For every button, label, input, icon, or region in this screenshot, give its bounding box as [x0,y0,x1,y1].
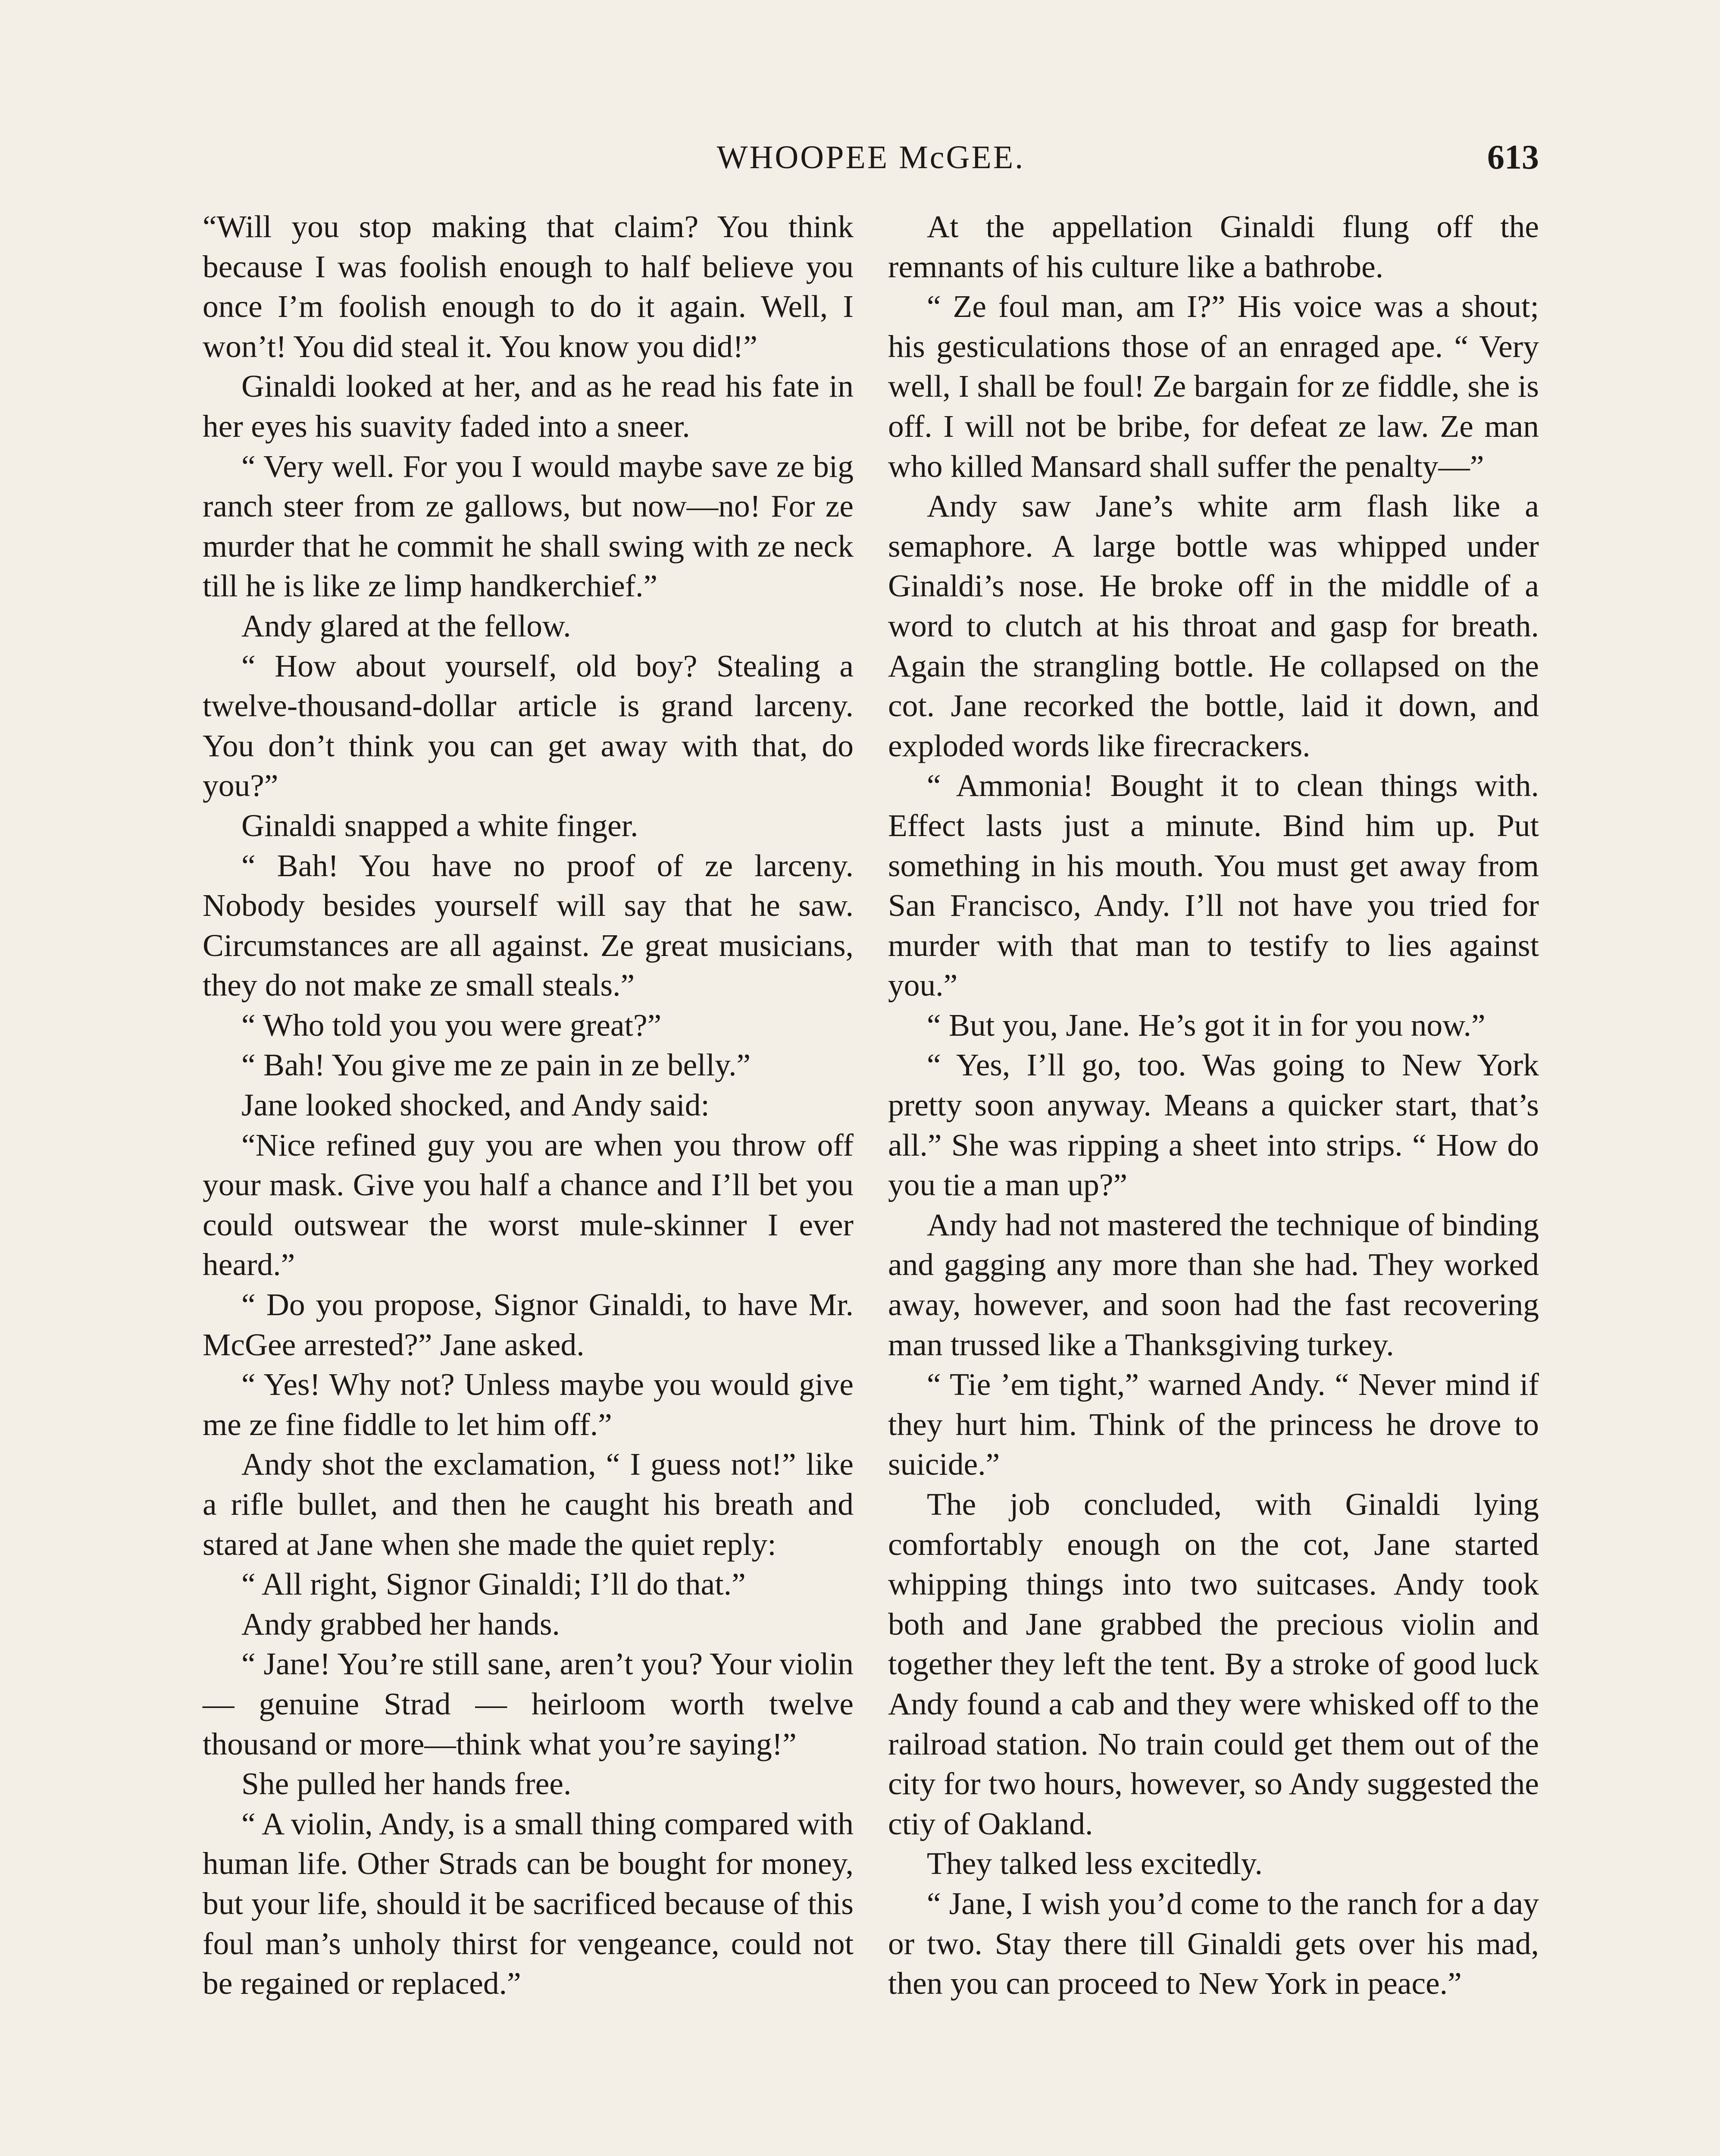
paragraph: The job concluded, with Ginaldi lying comfortably enough on the cot, Jane started whipping things into two suitcases. Andy took both and Jane grabbed the precious violin and together they left the tent. By a stroke of good luck Andy found a cab and they were whisked off to the railroad station. No train could get them out of the city for two hours, however, so Andy suggested the ctiy of Oakland. [888,1487,1539,1841]
paragraph: “ How about yourself, old boy? Stealing a twelve-thousand-dollar article is grand larceny. You don’t think you can get away with that, do you?” [203,648,854,803]
text-columns [203,207,1539,2156]
paragraph: “ Bah! You have no proof of ze larceny. Nobody besides yourself will say that he saw. Circumstances are all against. Ze great musicians, they do not make ze small steals.” [203,848,854,1003]
paragraph: “ Yes! Why not? Unless maybe you would give me ze fine fiddle to let him off.” [203,1367,854,1442]
paragraph: “ Do you propose, Signor Ginaldi, to have Mr. McGee arrested?” Jane asked. [203,1287,854,1362]
paragraph: Andy had not mastered the technique of binding and gagging any more than she had. They worked away, however, and soon had the fast recovering man trussed like a Thanksgiving turkey. [888,1207,1539,1362]
paragraph: Andy shot the exclamation, “ I guess not!” like a rifle bullet, and then he caught his breath and stared at Jane when she made the quiet reply: [203,1447,854,1562]
paragraph: “ Tie ’em tight,” warned Andy. “ Never mind if they hurt him. Think of the princess he drove to suicide.” [888,1367,1539,1482]
right-column [888,207,1539,2156]
paragraph: Andy saw Jane’s white arm flash like a semaphore. A large bottle was whipped under Ginaldi’s nose. He broke off in the middle of a word to clutch at his throat and gasp for breath. Again the strangling bottle. He collapsed on the cot. Jane recorked the bottle, laid it down, and exploded words like firecrackers. [888,489,1539,763]
paragraph: “ Ammonia! Bought it to clean things with. Effect lasts just a minute. Bind him up. Put something in his mouth. You must get away from San Francisco, Andy. I’ll not have you tried for murder with that man to testify to lies against you.” [888,768,1539,1003]
paragraph: “ Jane! You’re still sane, aren’t you? Your violin — genuine Strad — heirloom worth twelve thousand or more—think what you’re saying!” [203,1646,854,1761]
paragraph: “ A violin, Andy, is a small thing compared with human life. Other Strads can be bought for money, but your life, should it be sacrificed because of this foul man’s unholy thirst for vengeance, could not be regained or replaced.” [203,1806,854,2001]
paragraph: “ Yes, I’ll go, too. Was going to New York pretty soon anyway. Means a quicker start, that’s all.” She was ripping a sheet into strips. “ How do you tie a man up?” [888,1047,1539,1203]
paragraph: Andy grabbed her hands. [241,1606,560,1642]
paragraph: Ginaldi snapped a white finger. [241,808,638,843]
left-column [203,207,854,2156]
paragraph: “Nice refined guy you are when you throw off your mask. Give you half a chance and I’ll bet you could outswear the worst mule-skinner I ever heard.” [203,1127,854,1282]
paragraph: “ Who told you you were great?” [241,1007,662,1043]
paragraph: “Will you stop making that claim? You think because I was foolish enough to half believe you once I’m foolish enough to do it again. Well, I won’t! You did steal it. You know you did!” [203,209,854,364]
page-header [203,129,1539,185]
paragraph: “ Bah! You give me ze pain in ze belly.” [241,1047,751,1083]
paragraph: “ All right, Signor Ginaldi; I’ll do that.” [241,1567,746,1602]
paragraph: Ginaldi looked at her, and as he read his fate in her eyes his suavity faded into a sneer. [203,369,854,444]
paragraph: “ But you, Jane. He’s got it in for you now.” [927,1007,1485,1043]
paragraph: “ Jane, I wish you’d come to the ranch for a day or two. Stay there till Ginaldi gets over his mad, then you can proceed to New York in peace.” [888,1886,1539,2001]
paragraph: She pulled her hands free. [241,1766,572,1802]
page-number: 613 [1487,138,1539,176]
paragraph: They talked less excitedly. [927,1846,1263,1881]
paragraph: “ Ze foul man, am I?” His voice was a shout; his gesticulations those of an enraged ape. “ Very well, I shall be foul! Ze bargain for ze fiddle, she is off. I will not be bribe, for defeat ze law. Ze man who killed Mansard shall suffer the penalty—” [888,289,1539,484]
paragraph: “ Very well. For you I would maybe save ze big ranch steer from ze gallows, but now—no! For ze murder that he commit he shall swing with ze neck till he is like ze limp handkerchief.” [203,448,854,604]
running-title: WHOOPEE McGEE. [716,139,1025,175]
paragraph: Jane looked shocked, and Andy said: [241,1087,710,1123]
paragraph: Andy glared at the fellow. [241,608,571,643]
paragraph: At the appellation Ginaldi flung off the remnants of his culture like a bathrobe. [888,209,1539,284]
